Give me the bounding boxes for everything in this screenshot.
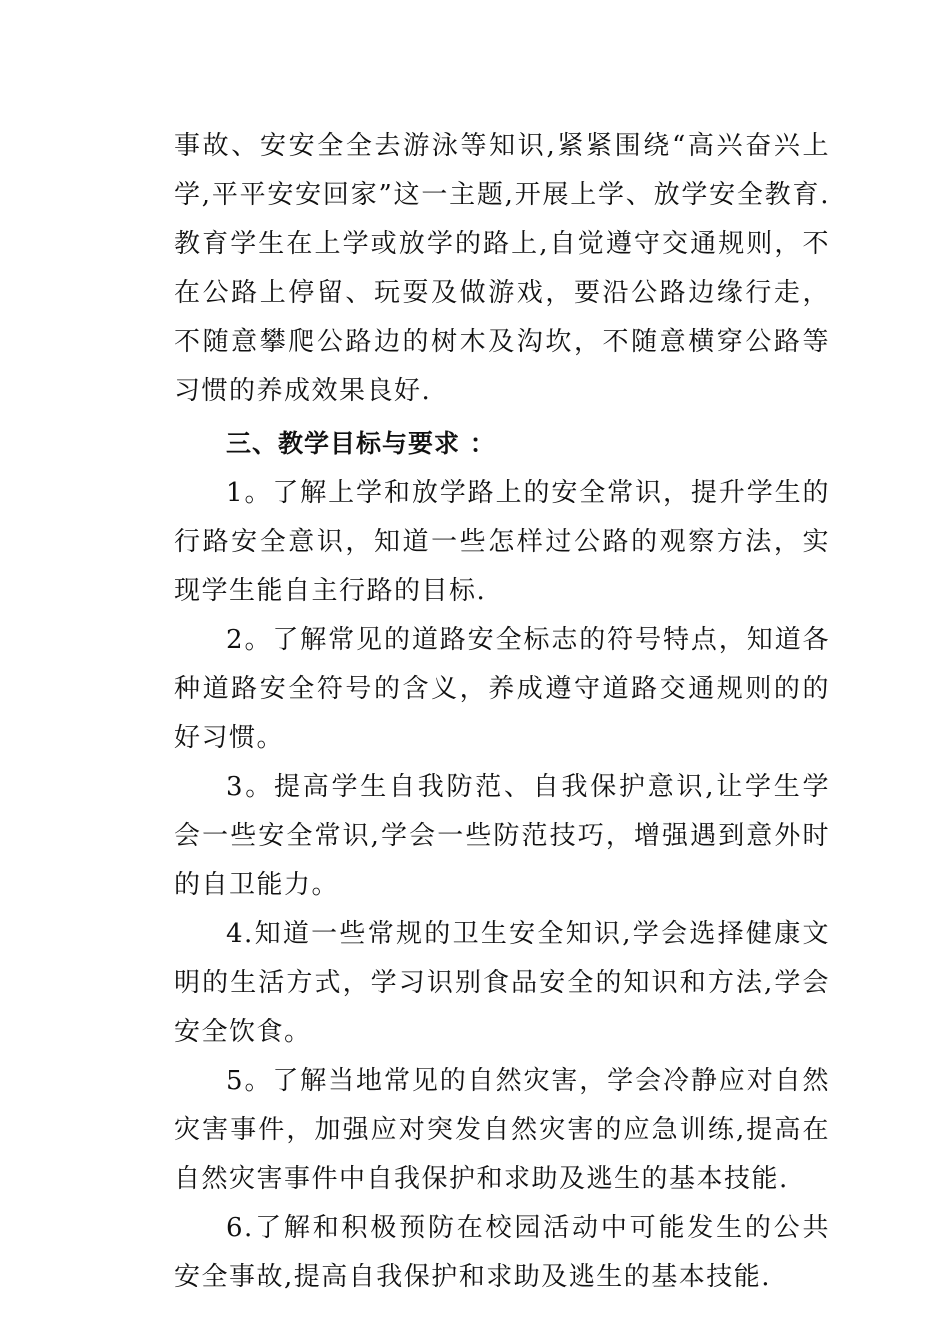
objective-item-3: 3。提高学生自我防范、自我保护意识,让学生学会一些安全常识,学会一些防范技巧，增强遇到意外时的自卫能力。 xyxy=(174,772,830,900)
objective-item-1: 1。了解上学和放学路上的安全常识，提升学生的行路安全意识，知道一些怎样过公路的观察方法，实现学生能自主行路的目标. xyxy=(174,478,830,606)
objective-item-4: 4.知道一些常规的卫生安全知识,学会选择健康文明的生活方式，学习识别食品安全的知识和方法,学会安全饮食。 xyxy=(174,919,830,1047)
section-heading: 三、教学目标与要求 ： xyxy=(226,429,496,458)
document-body xyxy=(174,122,830,1302)
intro-paragraph: 事故、安安全全去游泳等知识,紧紧围绕“高兴奋兴上学,平平安安回家”这一主题,开展上学、放学安全教育.教育学生在上学或放学的路上,自觉遵守交通规则，不在公路上停留、玩耍及做游戏，要沿公路边缘行走，不随意攀爬公路边的树木及沟坎，不随意横穿公路等习惯的养成效果良好. xyxy=(174,131,830,406)
objective-item-2: 2。了解常见的道路安全标志的符号特点，知道各种道路安全符号的含义，养成遵守道路交通规则的的好习惯。 xyxy=(174,625,830,753)
objective-item-6: 6.了解和积极预防在校园活动中可能发生的公共安全事故,提高自我保护和求助及逃生的基本技能. xyxy=(174,1213,830,1292)
objective-item-5: 5。了解当地常见的自然灾害，学会冷静应对自然灾害事件，加强应对突发自然灾害的应急训练,提高在自然灾害事件中自我保护和求助及逃生的基本技能. xyxy=(174,1066,830,1194)
